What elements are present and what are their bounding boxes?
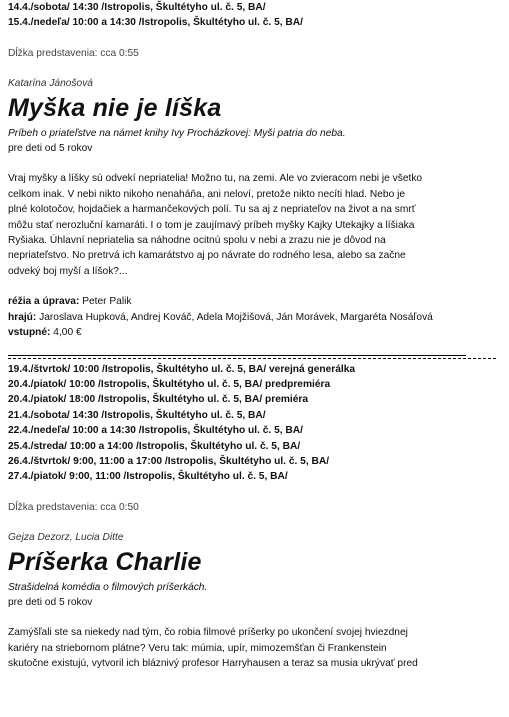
duration-text: Dĺžka predstavenia: cca 0:50	[8, 501, 139, 513]
credit-direction	[8, 294, 499, 309]
credit-value: 4,00 €	[50, 327, 82, 339]
description-line: nepriateľstvo. No pretrvá ich kamarátstvo aj po návrate do rodného lesa, alebo sa začne	[8, 250, 406, 262]
credit-label: réžia a úprava:	[8, 296, 80, 308]
separator-line	[8, 358, 496, 359]
schedule-line: 15.4./nedeľa/ 10:00 a 14:30 /Istropolis, Škultétyho ul. č. 5, BA/	[8, 17, 303, 29]
credit-label: vstupné:	[8, 327, 51, 339]
show-title: Myška nie je líška	[8, 93, 222, 122]
schedule-line: 14.4./sobota/ 14:30 /Istropolis, Škultétyho ul. č. 5, BA/	[8, 2, 266, 13]
credit-price	[8, 325, 499, 340]
show-subtitle: Príbeh o priateľstve na námet knihy Ivy Procházkovej: Myši patria do neba.	[8, 127, 346, 139]
description-line: Vraj myšky a líšky sú odvekí nepriatelia! Možno tu, na zemi. Ale vo zvieracom nebi je všetko	[8, 173, 423, 185]
description-line: Zamýšľali ste sa niekedy nad tým, čo robia filmové príšerky po ukončení svojej hviezdnej	[8, 627, 408, 639]
schedule-line: 21.4./sobota/ 14:30 /Istropolis, Škultétyho ul. č. 5, BA/	[8, 409, 266, 421]
credit-value: Jaroslava Hupková, Andrej Kováč, Adela Mojžišová, Ján Morávek, Margaréta Nosáľová	[36, 311, 433, 323]
description-line: plné kolotočov, hojdačiek a harmančekových polí. Tu sa aj z nepriateľov na život a na smrť	[8, 204, 416, 216]
schedule-line: 20.4./piatok/ 10:00 /Istropolis, Škultétyho ul. č. 5, BA/ predpremiéra	[8, 378, 331, 390]
description-line: celkom inak. V nebi nikto nikoho nenaháňa, ani neloví, pretože nikto necíti hlad. Nebo je	[8, 188, 405, 200]
schedule-line: 20.4./piatok/ 18:00 /Istropolis, Škultétyho ul. č. 5, BA/ premiéra	[8, 394, 309, 406]
credit-value: Peter Palik	[79, 296, 132, 308]
show-description	[8, 625, 499, 671]
show-title: Príšerka Charlie	[8, 547, 202, 576]
credit-cast	[8, 310, 499, 325]
show-subtitle: Strašidelná komédia o filmových príšerkách.	[8, 581, 208, 593]
schedule-line: 27.4./piatok/ 9:00, 11:00 /Istropolis, Škultétyho ul. č. 5, BA/	[8, 471, 288, 483]
schedule-line: 22.4./nedeľa/ 10:00 a 14:30 /Istropolis, Škultétyho ul. č. 5, BA/	[8, 425, 303, 437]
description-line: Ryšiaka. Úhlavní nepriatelia sa náhodne ocitnú spolu v nebi a zrazu nie je dôvod na	[8, 235, 386, 247]
age-recommendation: pre deti od 5 rokov	[8, 143, 93, 155]
show-author: Gejza Dezorz, Lucia Ditte	[8, 532, 124, 544]
show-author: Katarína Jánošová	[8, 78, 93, 90]
description-line: môžu stať nerozluční kamaráti. I o tom je zaujímavý príbeh myšky Kajky Utekajky a líšiaka	[8, 219, 415, 231]
separator-line	[8, 355, 466, 356]
schedule-line: 19.4./štvrtok/ 10:00 /Istropolis, Škultétyho ul. č. 5, BA/ verejná generálka	[8, 363, 356, 375]
age-recommendation: pre deti od 5 rokov	[8, 596, 93, 608]
description-line: kariéry na striebornom plátne? Veru tak: múmia, upír, mimozemšťan či Frankenstein	[8, 642, 387, 654]
schedule-line: 25.4./streda/ 10:00 a 14:00 /Istropolis, Škultétyho ul. č. 5, BA/	[8, 440, 301, 452]
duration-text: Dĺžka predstavenia: cca 0:55	[8, 47, 139, 59]
schedule-list	[8, 362, 499, 485]
show-description	[8, 171, 499, 279]
description-line: skutočne existujú, vytvoril ich bláznivý profesor Harryhausen a teraz sa musia ukrývať pred	[8, 658, 418, 670]
credit-label: hrajú:	[8, 311, 37, 323]
schedule-line: 26.4./štvrtok/ 9:00, 11:00 a 17:00 /Istropolis, Škultétyho ul. č. 5, BA/	[8, 455, 330, 467]
description-line: odveký boj myší a líšok?...	[8, 265, 128, 277]
